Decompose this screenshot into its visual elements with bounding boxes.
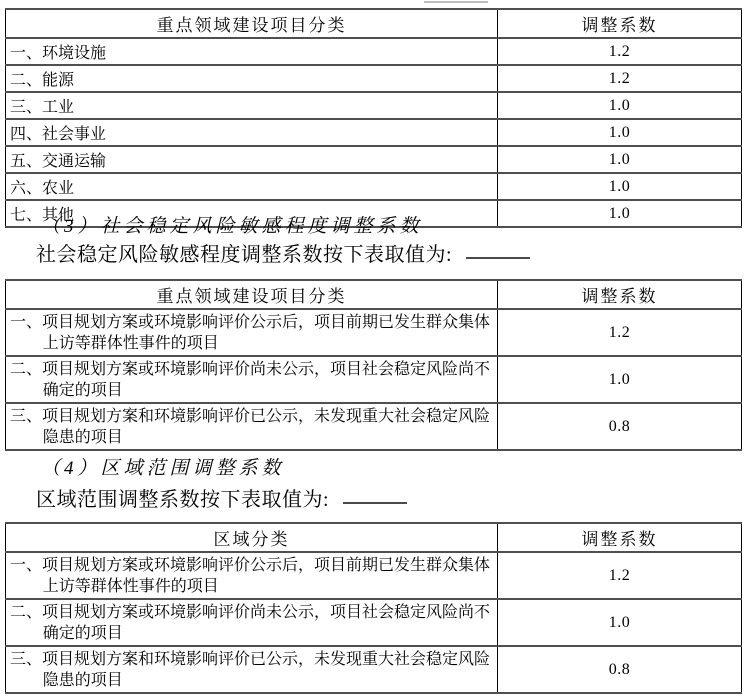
table-row (6, 173, 742, 200)
header-coefficient: 调整系数 (498, 523, 742, 552)
table-header-row (6, 523, 742, 552)
row-category: 七、其他 (6, 200, 498, 227)
social-risk-table (5, 279, 742, 451)
row-coefficient: 1.2 (498, 38, 742, 65)
fill-in-blank-underline (466, 257, 530, 259)
row-category: 五、交通运输 (6, 146, 498, 173)
row-category: 二、项目规划方案或环境影响评价尚未公示，项目社会稳定风险尚不确定的项目 (6, 356, 498, 403)
header-coefficient: 调整系数 (498, 280, 742, 309)
row-coefficient: 1.2 (498, 552, 742, 599)
row-coefficient: 1.2 (498, 309, 742, 356)
row-coefficient: 1.0 (498, 356, 742, 403)
row-category: 一、项目规划方案或环境影响评价公示后，项目前期已发生群众集体上访等群体性事件的项目 (6, 309, 498, 356)
table-row (6, 38, 742, 65)
row-category: 六、农业 (6, 173, 498, 200)
row-coefficient: 1.0 (498, 200, 742, 227)
section-heading-region: （4）区域范围调整系数 (41, 458, 285, 479)
region-table (5, 522, 742, 694)
table-row (6, 356, 742, 403)
header-coefficient: 调整系数 (498, 9, 742, 38)
row-coefficient: 1.0 (498, 119, 742, 146)
row-coefficient: 1.2 (498, 65, 742, 92)
table-row (6, 599, 742, 646)
row-category: 一、环境设施 (6, 38, 498, 65)
row-coefficient: 1.0 (498, 599, 742, 646)
section-intro-social-risk (36, 238, 530, 267)
row-category: 三、工业 (6, 92, 498, 119)
header-category: 区域分类 (6, 523, 498, 552)
row-category: 一、项目规划方案或环境影响评价公示后，项目前期已发生群众集体上访等群体性事件的项目 (6, 552, 498, 599)
row-category: 三、项目规划方案和环境影响评价已公示，未发现重大社会稳定风险隐患的项目 (6, 403, 498, 450)
table-row (6, 309, 742, 356)
header-category: 重点领域建设项目分类 (6, 9, 498, 38)
row-category: 二、能源 (6, 65, 498, 92)
table-row (6, 646, 742, 693)
table-header-row (6, 280, 742, 309)
row-category: 四、社会事业 (6, 119, 498, 146)
row-coefficient: 0.8 (498, 403, 742, 450)
table-row (6, 119, 742, 146)
row-category: 二、项目规划方案或环境影响评价尚未公示，项目社会稳定风险尚不确定的项目 (6, 599, 498, 646)
table-row (6, 65, 742, 92)
section-intro-region (36, 483, 407, 512)
table-row (6, 92, 742, 119)
table-row (6, 403, 742, 450)
row-coefficient: 0.8 (498, 646, 742, 693)
row-coefficient: 1.0 (498, 173, 742, 200)
header-category: 重点领域建设项目分类 (6, 280, 498, 309)
table-row (6, 146, 742, 173)
fill-in-blank-underline (343, 502, 407, 504)
row-coefficient: 1.0 (498, 92, 742, 119)
section-intro-text: 区域范围调整系数按下表取值为: (36, 489, 330, 511)
section-heading-social-risk: （3）社会稳定风险敏感程度调整系数 (41, 216, 423, 237)
table-header-row (6, 9, 742, 38)
page-top-underline-fragment (424, 1, 488, 3)
row-coefficient: 1.0 (498, 146, 742, 173)
focus-domains-table (5, 8, 742, 228)
table-row (6, 552, 742, 599)
row-category: 三、项目规划方案和环境影响评价已公示，未发现重大社会稳定风险隐患的项目 (6, 646, 498, 693)
section-intro-text: 社会稳定风险敏感程度调整系数按下表取值为: (36, 244, 453, 266)
